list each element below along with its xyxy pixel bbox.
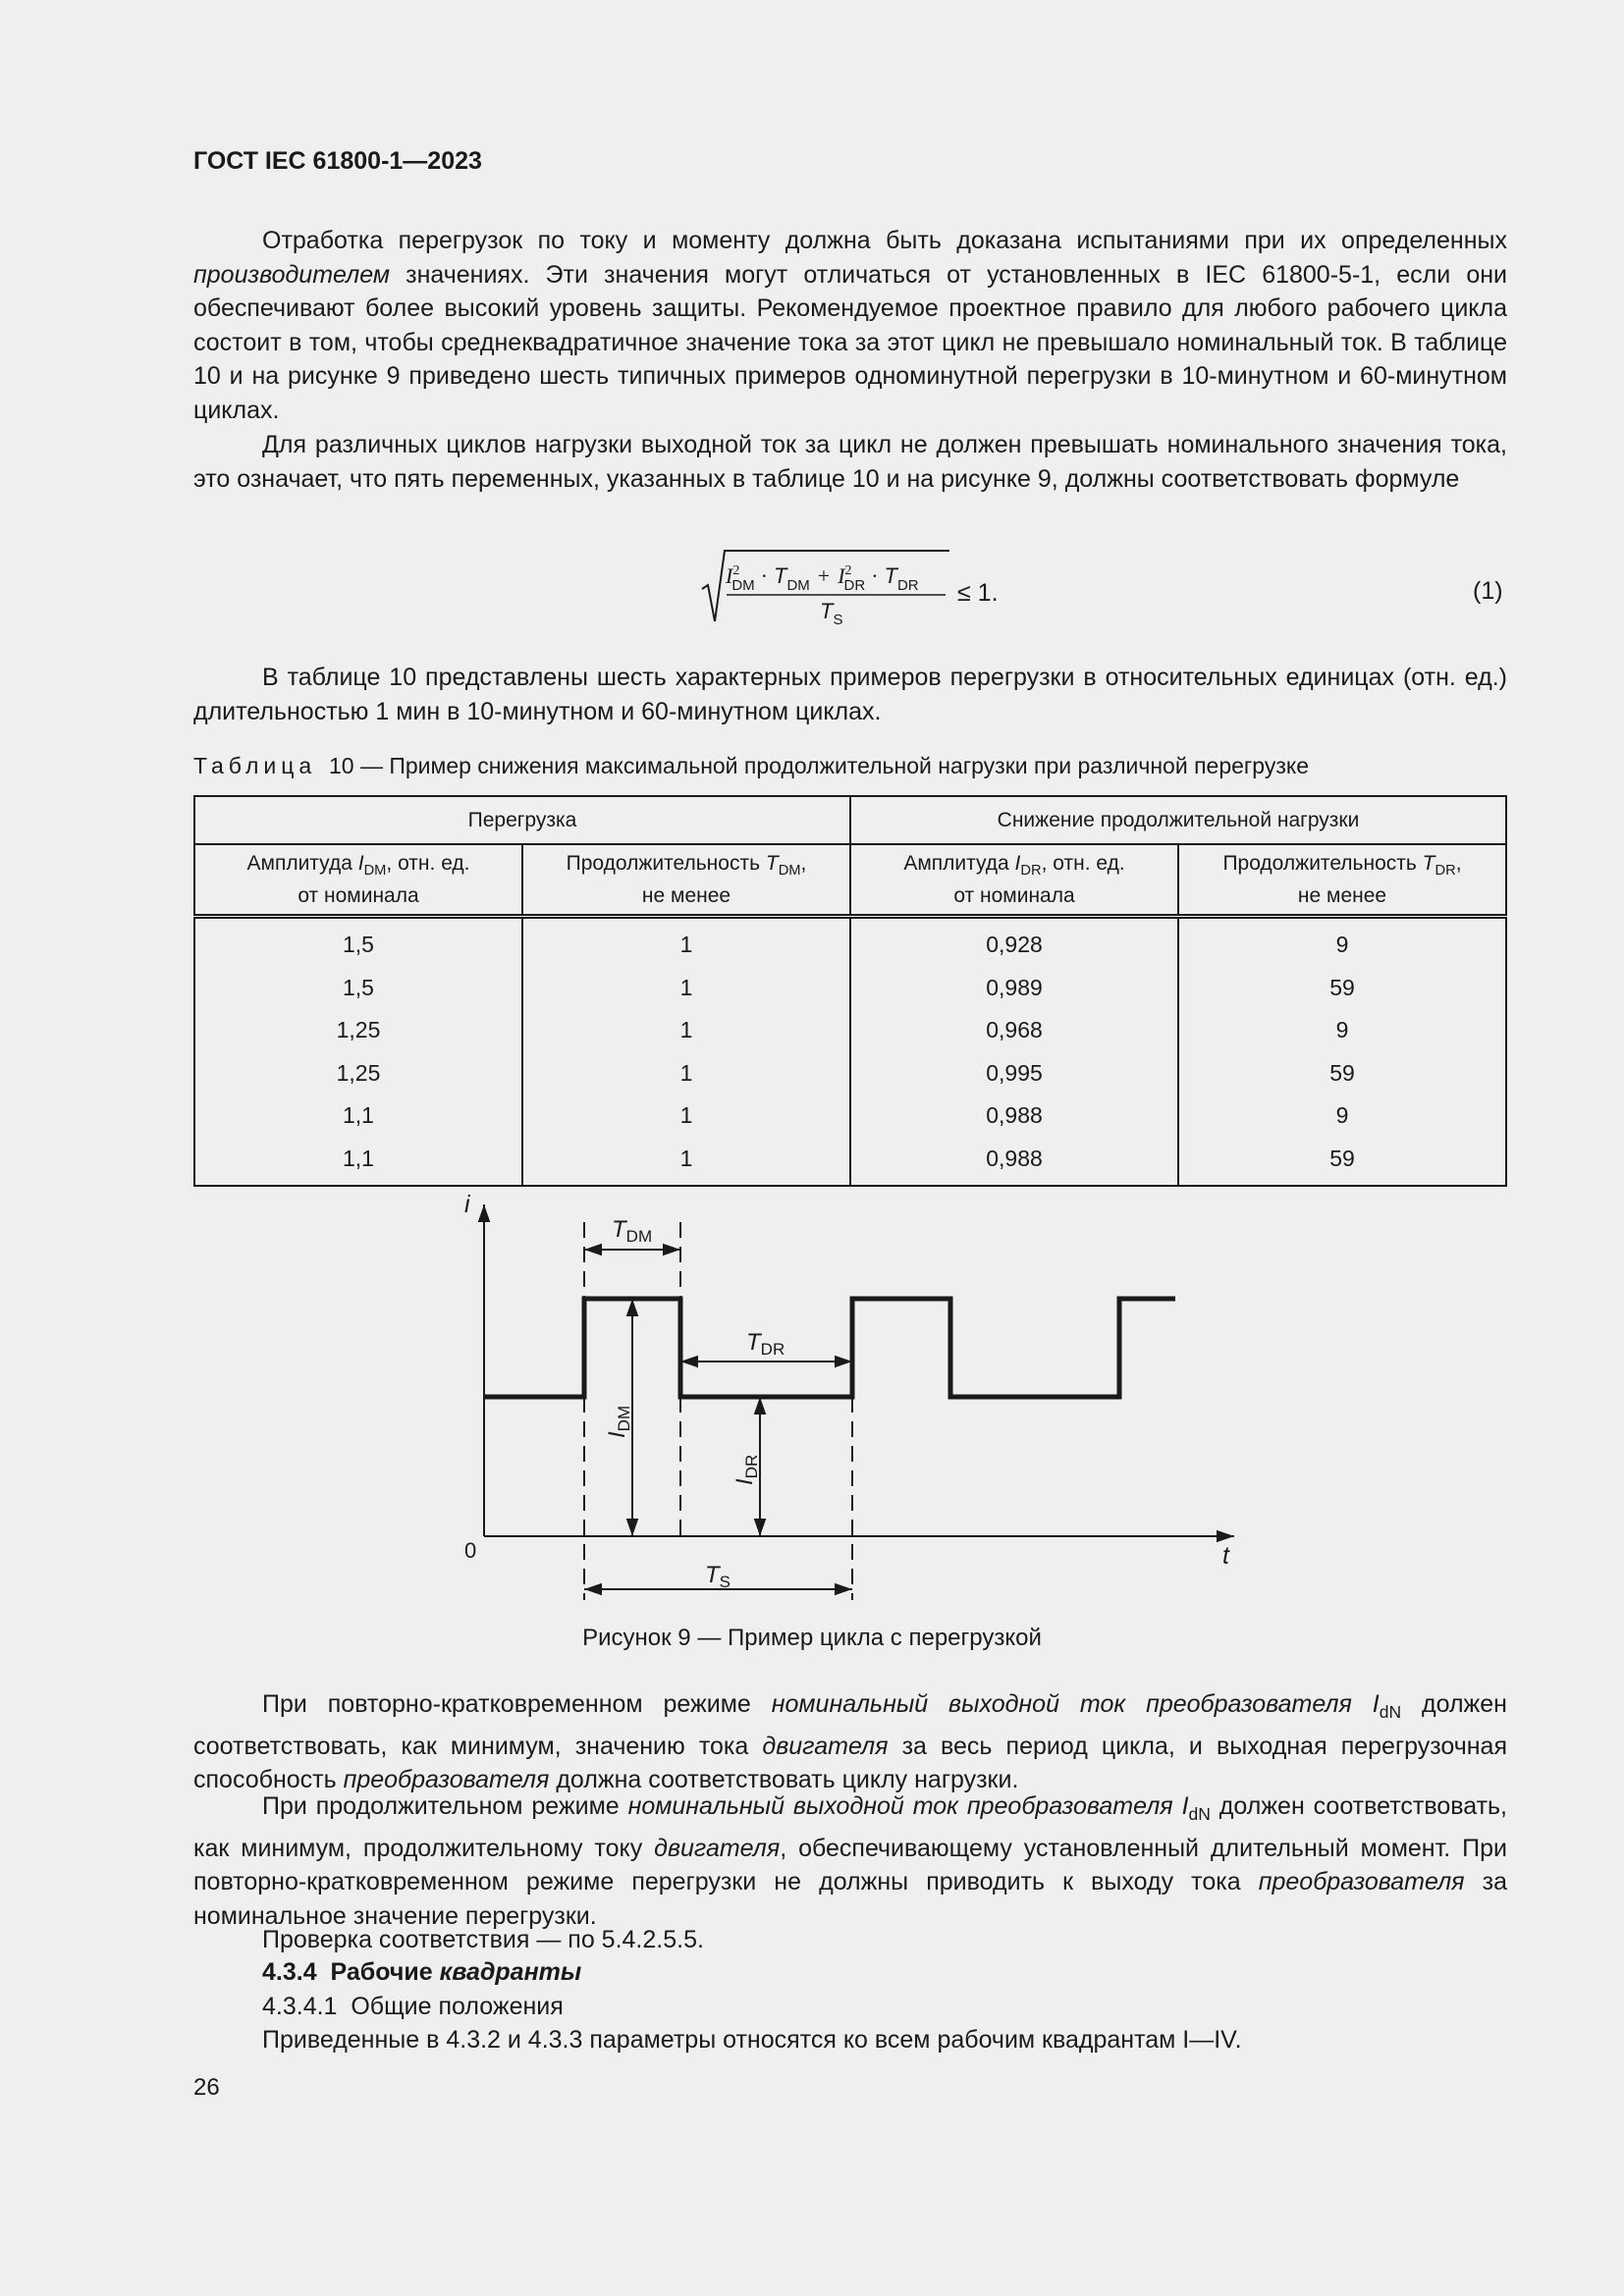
- overload-table: [193, 795, 1507, 1187]
- subsection-heading-4-3-4-1: 4.3.4.1 Общие положения: [262, 1993, 564, 2020]
- figure-9: [432, 1193, 1296, 1605]
- table-cell: 1: [522, 1009, 850, 1052]
- section-heading-4-3-4: 4.3.4 Рабочие квадранты: [262, 1958, 582, 1986]
- formula-numerator: $I^2$ DM · $T_{DM} + I^2$ DR · $T_{DR}$: [726, 563, 919, 594]
- table-row: [194, 1052, 1506, 1095]
- table-cell: 1: [522, 1138, 850, 1187]
- equation-number: (1): [1473, 577, 1503, 605]
- table-cell: 1,5: [194, 967, 522, 1010]
- figure-caption: Рисунок 9 — Пример цикла с перегрузкой: [582, 1625, 1042, 1651]
- table-cell: 0,989: [850, 967, 1178, 1010]
- table-cell: 0,968: [850, 1009, 1178, 1052]
- table-cell: 59: [1178, 1052, 1506, 1095]
- table-caption-text: 10 — Пример снижения максимальной продолжительной нагрузки при различной перегрузке: [328, 753, 1309, 778]
- p1-text-c: значениях. Эти значения могут отличаться от установленных в IEC 61800-5-1, если они обеспечивают более высокий уровень защиты. Рекомендуемое проектное правило для любого рабочего цикла состоит в том, чтобы среднеквадратичное значение тока за этот цикл не превышало номинальный ток. В таблице 10 и на рисунке 9 приведено шесть типичных примеров одноминутной перегрузки в 10-минутном и 60-минутном циклах.: [193, 260, 1507, 424]
- col-header-tdm: Продолжительность $T_{DM}$, не менее: [522, 844, 850, 917]
- idr-label: $I_{DR}$: [731, 1454, 761, 1485]
- paragraph-3: [193, 661, 1507, 728]
- table-cell: 1,25: [194, 1052, 522, 1095]
- tdm-label: $T_{DM}$: [612, 1216, 653, 1246]
- x-axis-label: t: [1222, 1542, 1229, 1570]
- table-cell: 9: [1178, 1009, 1506, 1052]
- table-row: [194, 1095, 1506, 1138]
- col-header-idr: Амплитуда $I_{DR}$, отн. ед. от номинала: [850, 844, 1178, 917]
- table-cell: 0,988: [850, 1095, 1178, 1138]
- overload-cycle-diagram: [432, 1193, 1296, 1605]
- paragraph-5: При продолжительном режиме номинальный выходной ток преобразователя $I_{dN}$ должен соответствовать, как минимум, продолжительному току двигателя, обеспечивающему установленный длительный момент. При повторно-кратковременном режиме перегрузки не должны приводить к выходу тока преобразователя за номинальное значение перегрузки.: [193, 1792, 1508, 1930]
- table-caption-word: Таблица: [193, 753, 317, 778]
- table-cell: 1,5: [194, 917, 522, 967]
- p1-italic: производителем: [193, 260, 390, 289]
- table-cell: 59: [1178, 967, 1506, 1010]
- page-number: 26: [193, 2074, 220, 2101]
- paragraph-4: При повторно-кратковременном режиме номинальный выходной ток преобразователя $I_{dN}$ должен соответствовать, как минимум, значению тока двигателя за весь период цикла, и выходная перегрузочная способность преобразователя должна соответствовать циклу нагрузки.: [193, 1690, 1507, 1793]
- current-waveform: [484, 1299, 1175, 1397]
- document-header: ГОСТ IEC 61800-1—2023: [193, 147, 482, 175]
- paragraph-6: Приведенные в 4.3.2 и 4.3.3 параметры относятся ко всем рабочим квадрантам I—IV.: [262, 2026, 1242, 2054]
- formula-denominator: $T_S$: [820, 599, 843, 628]
- table-cell: 1: [522, 1052, 850, 1095]
- paragraph-1: [193, 224, 1507, 427]
- table-row: [194, 1009, 1506, 1052]
- table-cell: 1: [522, 967, 850, 1010]
- p1-text-a: Отработка перегрузок по току и моменту должна быть доказана испытаниями при их определенных: [262, 227, 1507, 254]
- p2-text: Для различных циклов нагрузки выходной ток за цикл не должен превышать номинального значения тока, это означает, что пять переменных, указанных в таблице 10 и на рисунке 9, должны соответствовать формуле: [193, 431, 1507, 493]
- ts-label: $T_S$: [705, 1562, 731, 1591]
- group-header-reduction: Снижение продолжительной нагрузки: [850, 796, 1506, 844]
- table-row: [194, 1138, 1506, 1187]
- table-cell: 0,928: [850, 917, 1178, 967]
- table-cell: 59: [1178, 1138, 1506, 1187]
- table-cell: 1,1: [194, 1138, 522, 1187]
- col-header-idm: Амплитуда $I_{DM}$, отн. ед. от номинала: [194, 844, 522, 917]
- table-cell: 1: [522, 917, 850, 967]
- table-row: [194, 917, 1506, 967]
- group-header-overload: Перегрузка: [194, 796, 850, 844]
- p3-text: В таблице 10 представлены шесть характерных примеров перегрузки в относительных единицах (отн. ед.) длительностью 1 мин в 10-минутном и 60-минутном циклах.: [193, 664, 1507, 725]
- table-row: [194, 967, 1506, 1010]
- col-header-tdr: Продолжительность $T_{DR}$, не менее: [1178, 844, 1506, 917]
- table-cell: 1,25: [194, 1009, 522, 1052]
- origin-label: 0: [464, 1538, 477, 1563]
- formula-inequality: ≤ 1.: [957, 579, 999, 607]
- formula-1: [702, 548, 1016, 631]
- table-caption: [193, 753, 1309, 779]
- y-axis-label: i: [464, 1193, 470, 1218]
- compliance-check: Проверка соответствия — по 5.4.2.5.5.: [262, 1926, 704, 1953]
- paragraph-2: [193, 428, 1507, 496]
- table-cell: 9: [1178, 917, 1506, 967]
- formula-graphic: [702, 548, 1016, 631]
- table-cell: 0,995: [850, 1052, 1178, 1095]
- table-cell: 0,988: [850, 1138, 1178, 1187]
- tdr-label: $T_{DR}$: [746, 1329, 785, 1359]
- table-cell: 9: [1178, 1095, 1506, 1138]
- table-cell: 1,1: [194, 1095, 522, 1138]
- table-cell: 1: [522, 1095, 850, 1138]
- idm-label: $I_{DM}$: [604, 1405, 633, 1438]
